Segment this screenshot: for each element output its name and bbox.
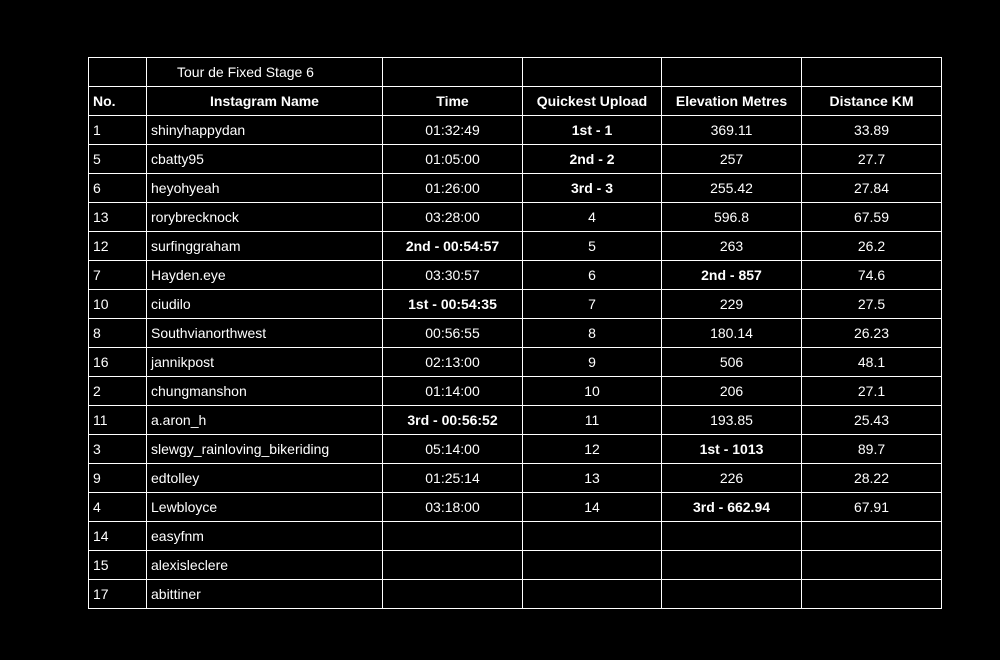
cell-instagram-name: slewgy_rainloving_bikeriding bbox=[147, 435, 383, 464]
table-row bbox=[89, 116, 942, 145]
cell-quickest-upload: 3rd - 3 bbox=[523, 174, 662, 203]
cell-no: 11 bbox=[89, 406, 147, 435]
cell-no: 8 bbox=[89, 319, 147, 348]
cell-quickest-upload: 11 bbox=[523, 406, 662, 435]
cell-time: 01:32:49 bbox=[383, 116, 523, 145]
cell-quickest-upload: 6 bbox=[523, 261, 662, 290]
cell-elevation: 226 bbox=[662, 464, 802, 493]
cell-distance: 27.84 bbox=[802, 174, 942, 203]
cell-quickest-upload: 14 bbox=[523, 493, 662, 522]
header-time: Time bbox=[383, 87, 523, 116]
cell-time bbox=[383, 580, 523, 609]
cell-distance: 74.6 bbox=[802, 261, 942, 290]
cell-time bbox=[383, 522, 523, 551]
cell-instagram-name: Lewbloyce bbox=[147, 493, 383, 522]
cell-time: 01:05:00 bbox=[383, 145, 523, 174]
cell-no: 1 bbox=[89, 116, 147, 145]
cell-elevation: 229 bbox=[662, 290, 802, 319]
header-instagram-name: Instagram Name bbox=[147, 87, 383, 116]
cell-instagram-name: cbatty95 bbox=[147, 145, 383, 174]
cell-distance: 89.7 bbox=[802, 435, 942, 464]
cell-no: 17 bbox=[89, 580, 147, 609]
table-row bbox=[89, 290, 942, 319]
cell-instagram-name: a.aron_h bbox=[147, 406, 383, 435]
cell-no: 10 bbox=[89, 290, 147, 319]
cell-time: 1st - 00:54:35 bbox=[383, 290, 523, 319]
table-row bbox=[89, 348, 942, 377]
cell-time: 01:25:14 bbox=[383, 464, 523, 493]
cell-quickest-upload: 5 bbox=[523, 232, 662, 261]
cell-elevation: 506 bbox=[662, 348, 802, 377]
cell-elevation: 255.42 bbox=[662, 174, 802, 203]
cell-no: 16 bbox=[89, 348, 147, 377]
title-row-empty-cell bbox=[662, 58, 802, 87]
cell-no: 9 bbox=[89, 464, 147, 493]
cell-distance bbox=[802, 551, 942, 580]
header-distance-km: Distance KM bbox=[802, 87, 942, 116]
title-row-empty-cell bbox=[89, 58, 147, 87]
cell-distance bbox=[802, 522, 942, 551]
cell-elevation: 2nd - 857 bbox=[662, 261, 802, 290]
cell-quickest-upload bbox=[523, 551, 662, 580]
cell-no: 13 bbox=[89, 203, 147, 232]
cell-quickest-upload: 4 bbox=[523, 203, 662, 232]
table-row bbox=[89, 174, 942, 203]
cell-time: 03:30:57 bbox=[383, 261, 523, 290]
cell-elevation: 257 bbox=[662, 145, 802, 174]
cell-distance: 25.43 bbox=[802, 406, 942, 435]
cell-elevation: 206 bbox=[662, 377, 802, 406]
header-no: No. bbox=[89, 87, 147, 116]
cell-distance: 27.5 bbox=[802, 290, 942, 319]
cell-no: 14 bbox=[89, 522, 147, 551]
header-row bbox=[89, 87, 942, 116]
table-row bbox=[89, 145, 942, 174]
cell-elevation: 3rd - 662.94 bbox=[662, 493, 802, 522]
cell-instagram-name: heyohyeah bbox=[147, 174, 383, 203]
table-row bbox=[89, 435, 942, 464]
results-table bbox=[88, 57, 942, 609]
cell-time: 00:56:55 bbox=[383, 319, 523, 348]
cell-quickest-upload: 2nd - 2 bbox=[523, 145, 662, 174]
cell-time: 05:14:00 bbox=[383, 435, 523, 464]
cell-instagram-name: shinyhappydan bbox=[147, 116, 383, 145]
cell-distance: 26.23 bbox=[802, 319, 942, 348]
cell-elevation: 1st - 1013 bbox=[662, 435, 802, 464]
cell-instagram-name: chungmanshon bbox=[147, 377, 383, 406]
cell-instagram-name: edtolley bbox=[147, 464, 383, 493]
cell-no: 15 bbox=[89, 551, 147, 580]
cell-quickest-upload: 10 bbox=[523, 377, 662, 406]
cell-distance: 67.59 bbox=[802, 203, 942, 232]
cell-quickest-upload: 9 bbox=[523, 348, 662, 377]
sheet-title: Tour de Fixed Stage 6 bbox=[147, 58, 383, 87]
cell-no: 2 bbox=[89, 377, 147, 406]
cell-quickest-upload: 1st - 1 bbox=[523, 116, 662, 145]
cell-instagram-name: Hayden.eye bbox=[147, 261, 383, 290]
cell-no: 5 bbox=[89, 145, 147, 174]
cell-time: 01:14:00 bbox=[383, 377, 523, 406]
cell-quickest-upload: 8 bbox=[523, 319, 662, 348]
cell-elevation: 180.14 bbox=[662, 319, 802, 348]
table-row bbox=[89, 232, 942, 261]
cell-elevation: 369.11 bbox=[662, 116, 802, 145]
cell-no: 7 bbox=[89, 261, 147, 290]
cell-time: 03:28:00 bbox=[383, 203, 523, 232]
cell-no: 3 bbox=[89, 435, 147, 464]
cell-no: 6 bbox=[89, 174, 147, 203]
table-row bbox=[89, 493, 942, 522]
cell-time: 02:13:00 bbox=[383, 348, 523, 377]
cell-no: 12 bbox=[89, 232, 147, 261]
table-row bbox=[89, 464, 942, 493]
cell-distance: 27.1 bbox=[802, 377, 942, 406]
cell-distance: 28.22 bbox=[802, 464, 942, 493]
table-row bbox=[89, 551, 942, 580]
cell-distance: 27.7 bbox=[802, 145, 942, 174]
table-row bbox=[89, 319, 942, 348]
cell-instagram-name: surfinggraham bbox=[147, 232, 383, 261]
cell-elevation bbox=[662, 551, 802, 580]
cell-instagram-name: rorybrecknock bbox=[147, 203, 383, 232]
header-elevation-metres: Elevation Metres bbox=[662, 87, 802, 116]
title-row-empty-cell bbox=[523, 58, 662, 87]
cell-time bbox=[383, 551, 523, 580]
cell-elevation: 263 bbox=[662, 232, 802, 261]
table-row bbox=[89, 203, 942, 232]
cell-time: 01:26:00 bbox=[383, 174, 523, 203]
cell-quickest-upload: 13 bbox=[523, 464, 662, 493]
cell-time: 03:18:00 bbox=[383, 493, 523, 522]
title-row-empty-cell bbox=[383, 58, 523, 87]
cell-instagram-name: ciudilo bbox=[147, 290, 383, 319]
cell-distance: 67.91 bbox=[802, 493, 942, 522]
table-row bbox=[89, 522, 942, 551]
table-row bbox=[89, 406, 942, 435]
cell-time: 2nd - 00:54:57 bbox=[383, 232, 523, 261]
cell-elevation bbox=[662, 522, 802, 551]
table-row bbox=[89, 377, 942, 406]
table-row bbox=[89, 261, 942, 290]
table-row bbox=[89, 580, 942, 609]
cell-quickest-upload: 12 bbox=[523, 435, 662, 464]
title-row-empty-cell bbox=[802, 58, 942, 87]
cell-instagram-name: Southvianorthwest bbox=[147, 319, 383, 348]
cell-distance: 48.1 bbox=[802, 348, 942, 377]
cell-quickest-upload: 7 bbox=[523, 290, 662, 319]
cell-instagram-name: jannikpost bbox=[147, 348, 383, 377]
title-row bbox=[89, 58, 942, 87]
cell-instagram-name: alexisleclere bbox=[147, 551, 383, 580]
cell-quickest-upload bbox=[523, 580, 662, 609]
cell-instagram-name: abittiner bbox=[147, 580, 383, 609]
header-quickest-upload: Quickest Upload bbox=[523, 87, 662, 116]
cell-instagram-name: easyfnm bbox=[147, 522, 383, 551]
cell-quickest-upload bbox=[523, 522, 662, 551]
cell-no: 4 bbox=[89, 493, 147, 522]
cell-distance: 33.89 bbox=[802, 116, 942, 145]
cell-distance: 26.2 bbox=[802, 232, 942, 261]
cell-time: 3rd - 00:56:52 bbox=[383, 406, 523, 435]
cell-elevation bbox=[662, 580, 802, 609]
cell-elevation: 596.8 bbox=[662, 203, 802, 232]
cell-elevation: 193.85 bbox=[662, 406, 802, 435]
cell-distance bbox=[802, 580, 942, 609]
